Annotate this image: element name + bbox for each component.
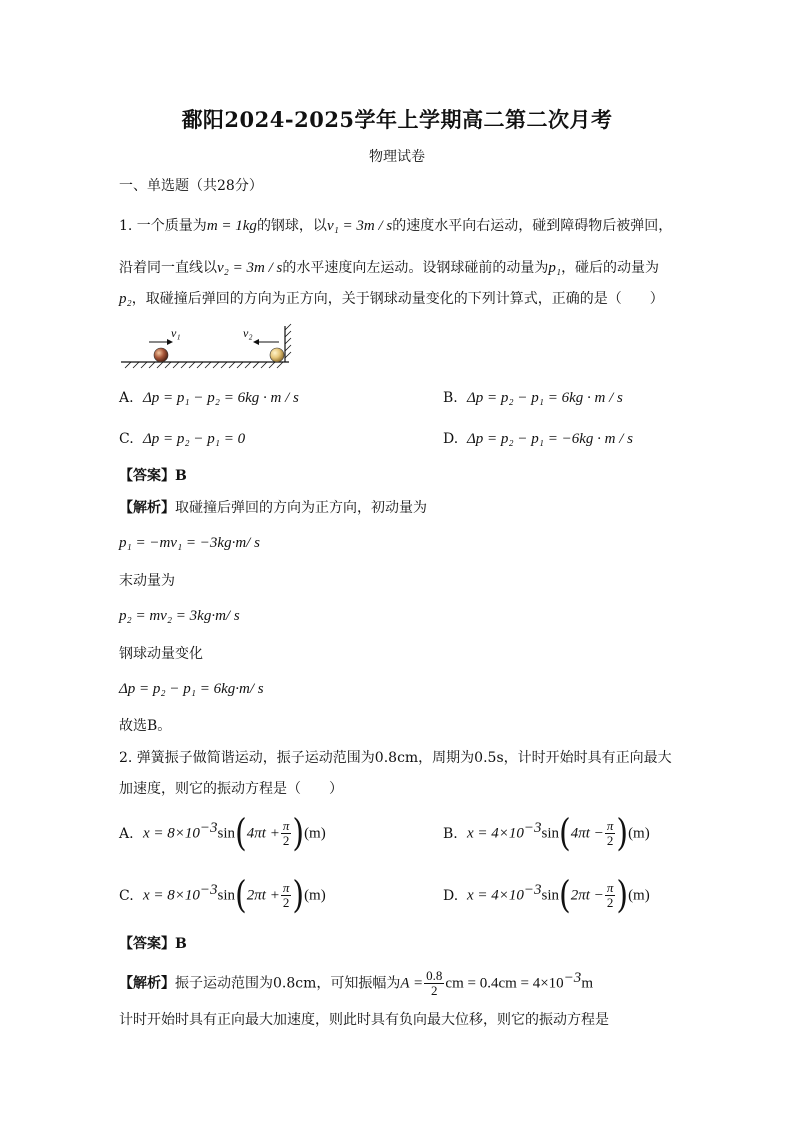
option-label: B. <box>443 825 458 842</box>
option-sin: sin <box>541 887 560 904</box>
exam-title: 鄱阳2024-2025学年上学期高二第二次月考 <box>181 107 613 132</box>
q2-option-b[interactable] <box>443 811 650 855</box>
amplitude-fraction <box>424 969 444 998</box>
option-exponent: −3 <box>523 882 542 898</box>
q1-option-b[interactable] <box>443 388 623 408</box>
q1-stem-text: 沿着同一直线以 <box>119 260 217 276</box>
q2-option-a[interactable] <box>119 811 326 855</box>
option-fraction <box>281 819 292 848</box>
q1-collision-figure <box>119 322 299 372</box>
option-label: C. <box>119 887 134 904</box>
q1-option-d[interactable] <box>443 429 633 449</box>
option-unit: (m) <box>304 825 326 842</box>
paren-open: ( <box>235 811 247 855</box>
ball-after-icon <box>270 348 284 362</box>
option-sin: sin <box>217 887 236 904</box>
analysis-text: 振子运动范围为0.8cm，可知振幅为 <box>175 975 401 992</box>
ball-before-icon <box>154 348 168 362</box>
q1-conclusion: 故选B。 <box>119 718 172 734</box>
q1-option-c[interactable] <box>119 429 245 449</box>
q2-option-d[interactable] <box>443 873 650 917</box>
paren-close: ) <box>616 811 629 855</box>
paren-open: ( <box>559 811 571 855</box>
fraction-num: π <box>282 818 290 834</box>
option-expr-pre: x = 4×10 <box>467 887 524 904</box>
option-expr: Δp = p₂ − p₁ = 6kg · m / s <box>467 390 623 406</box>
q1-p2: p₂ <box>119 291 132 307</box>
q1-mass: m = 1kg <box>206 218 257 234</box>
amplitude-pre: A = <box>400 975 424 992</box>
q1-stem-text: 的速度水平向右运动，碰到障碍物后被弹回， <box>392 218 673 234</box>
option-arg: 4πt − <box>570 825 604 842</box>
option-sin: sin <box>217 825 236 842</box>
q1-stem-line1 <box>119 216 672 236</box>
q1-answer: 【答案】B <box>119 468 187 484</box>
fraction-num: 0.8 <box>426 968 443 984</box>
label-v1: v₁ <box>171 326 181 340</box>
paren-close: ) <box>292 811 305 855</box>
q1-stem-line3 <box>119 289 664 309</box>
option-label: C. <box>119 431 134 447</box>
q1-stem-text: ，碰后的动量为 <box>561 260 660 276</box>
option-exponent: −3 <box>523 820 542 836</box>
fraction-den: 2 <box>606 895 614 911</box>
option-expr-pre: x = 4×10 <box>467 825 524 842</box>
label-v2: v₂ <box>243 326 253 340</box>
option-fraction <box>605 881 616 910</box>
paren-close: ) <box>292 873 305 917</box>
q2-analysis-line2: 计时开始时具有正向最大加速度，则此时具有负向最大位移，则它的振动方程是 <box>119 1012 609 1028</box>
q1-option-a[interactable] <box>119 388 299 408</box>
amplitude-post: cm = 0.4cm = 4×10 <box>445 975 564 992</box>
option-label: B. <box>443 390 458 406</box>
q2-analysis-line1 <box>119 968 593 998</box>
option-expr: Δp = p₂ − p₁ = 0 <box>143 431 246 447</box>
option-expr-pre: x = 8×10 <box>143 825 200 842</box>
option-label: A. <box>119 390 134 406</box>
option-fraction <box>605 819 616 848</box>
amplitude-exponent: −3 <box>563 970 582 986</box>
option-fraction <box>281 881 292 910</box>
q1-stem-text: 的水平速度向左运动。设钢球碰前的动量为 <box>282 260 549 276</box>
q1-v2: v₂ = 3m / s <box>217 260 283 276</box>
q1-eq2: p₂ = mv₂ = 3kg·m/ s <box>119 608 240 624</box>
arrow-left-icon <box>253 339 279 345</box>
amplitude-unit: m <box>581 975 593 992</box>
option-label: D. <box>443 431 459 447</box>
fraction-num: π <box>606 880 614 896</box>
q1-eq1: p₁ = −mv₁ = −3kg·m/ s <box>119 535 260 551</box>
q2-stem-line2: 加速度，则它的振动方程是（ ） <box>119 781 343 797</box>
exam-subtitle: 物理试卷 <box>369 149 425 165</box>
option-label: D. <box>443 887 459 904</box>
q2-option-c[interactable] <box>119 873 326 917</box>
option-expr-pre: x = 8×10 <box>143 887 200 904</box>
q1-v1: v₁ = 3m / s <box>326 218 393 234</box>
option-arg: 2πt + <box>246 887 280 904</box>
q1-eq3: Δp = p₂ − p₁ = 6kg·m/ s <box>119 681 264 697</box>
fraction-den: 2 <box>606 833 614 849</box>
analysis-tag: 【解析】 <box>119 500 175 516</box>
fraction-den: 2 <box>431 983 438 999</box>
option-expr: Δp = p₁ − p₂ = 6kg · m / s <box>143 390 299 406</box>
q1-stem-line2 <box>119 258 659 278</box>
option-unit: (m) <box>628 887 650 904</box>
option-unit: (m) <box>304 887 326 904</box>
analysis-text: 取碰撞后弹回的方向为正方向，初动量为 <box>175 500 427 516</box>
fraction-num: π <box>606 818 614 834</box>
paren-close: ) <box>616 873 629 917</box>
fraction-num: π <box>282 880 290 896</box>
option-arg: 4πt + <box>246 825 280 842</box>
q1-p1: p₁ <box>548 260 562 276</box>
fraction-den: 2 <box>282 895 290 911</box>
option-unit: (m) <box>628 825 650 842</box>
option-expr: Δp = p₂ − p₁ = −6kg · m / s <box>467 431 633 447</box>
q1-analysis-line1 <box>119 498 427 518</box>
q1-text-end: 末动量为 <box>119 573 175 589</box>
arrow-right-icon <box>149 339 173 345</box>
q2-stem-line1: 2. 弹簧振子做简谐运动，振子运动范围为0.8cm，周期为0.5s，计时开始时具有正向最大 <box>119 750 672 766</box>
q1-stem-text: 的钢球，以 <box>256 218 327 234</box>
q1-stem-text: 1. 一个质量为 <box>119 218 207 234</box>
option-sin: sin <box>541 825 560 842</box>
option-arg: 2πt − <box>570 887 604 904</box>
q1-text-change: 钢球动量变化 <box>119 646 203 662</box>
q2-answer: 【答案】B <box>119 936 187 952</box>
analysis-tag: 【解析】 <box>119 975 175 992</box>
fraction-den: 2 <box>282 833 290 849</box>
paren-open: ( <box>559 873 571 917</box>
option-label: A. <box>119 825 134 842</box>
option-exponent: −3 <box>199 882 218 898</box>
option-exponent: −3 <box>199 820 218 836</box>
q1-stem-text: ，取碰撞后弹回的方向为正方向，关于钢球动量变化的下列计算式，正确的是（ ） <box>131 291 664 307</box>
paren-open: ( <box>235 873 247 917</box>
section-heading: 一、单选题（共28分） <box>119 178 263 194</box>
